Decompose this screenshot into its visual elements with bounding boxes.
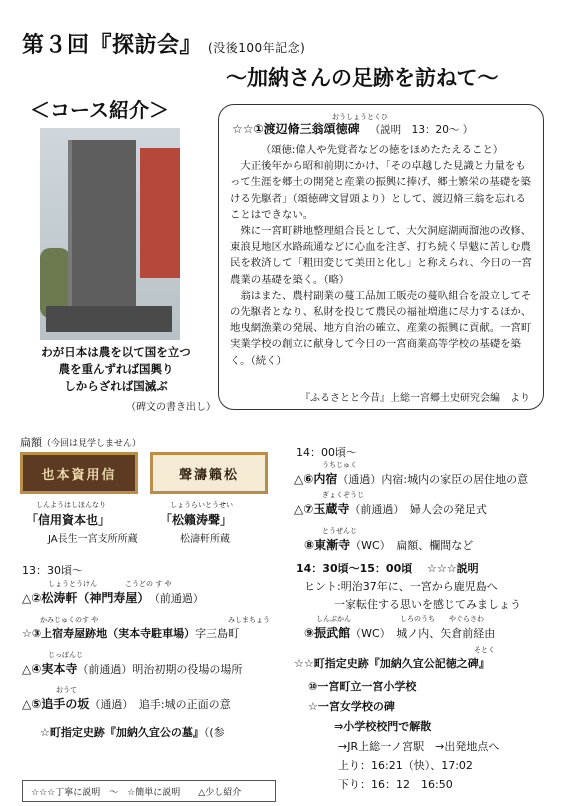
- left-time: 13：30頃～: [22, 564, 83, 577]
- stop6: △⑥内宿（通過）内宿:城内の家臣の居住地の意: [294, 472, 529, 486]
- plaque-2-reading: しょうらいとうせい: [170, 501, 233, 509]
- hint-line1: ヒント:明治37年に、一宮から鹿児島へ: [304, 580, 498, 593]
- plaque-shinyo: 也本資用信: [20, 452, 138, 494]
- stop1-reading: おうしょうとくひ: [332, 113, 388, 121]
- stop10: ☆☆町指定史跡『加納久宜公記徳之碑』: [294, 657, 490, 670]
- stop1-title: ☆☆①渡辺脩三翁頌徳碑 （説明 13：20～ ）: [232, 122, 474, 136]
- page-title: 第３回『探訪会』 (没後100年記念): [22, 33, 306, 58]
- page-subtitle: ～加納さんの足跡を訪ねて～: [226, 66, 499, 90]
- stop9-reading: しんぶかん しろのうち やぐらさわ: [316, 615, 484, 623]
- stop1-text: （頌徳:偉人や先覚者などの徳をほめたたえること） 大正後年から昭和前期にかけ、「その卓越した見識と力量をもって生涯を郷土の開発と産業の振興に捧げ、郷土繁栄の基礎を築ける先駆者」（頌徳碑文冒頭より）として、渡辺脩三翁を忘れることはできない。 殊に一宮町耕地整理組合長として、大欠洞庭湖両溜池の改修、東浪見地区水路疏通などに心血を注ぎ、打ち続く旱魃に苦しむ農民を救済して「粗田変じて美田と化し」と称えられ、今日の一宮農業の基礎を築く。（略） 翁はまた、農村副業の蔓工品加工販売の蔓叺組合を設立してその先駆者となり、私財を投じて農民の福祉増進に尽力するほか、地曳網漁業の発展、地方自治の確立、産業の振興に貢献。一宮町実業学校の創立に献身して今日の一宮商業高等学校の基礎を築く。（続く）: [230, 144, 532, 367]
- stop1-source: 『ふるさとと今昔』上総一宮郷土史研究会編 より: [300, 393, 530, 404]
- monument-photo: [40, 128, 180, 340]
- stop8: ⑧東漸寺（WC） 扁額、欄間など: [304, 538, 474, 552]
- right-time2: 14：30頃～15：00頃 ☆☆☆説明: [296, 562, 479, 575]
- stop-tomb: ☆町指定史跡『加納久宜公の墓』（(参: [40, 726, 225, 739]
- hengaku-heading: 扁額（今回は見学しません）: [20, 436, 142, 449]
- stop2: △②松涛軒（神門寿屋） （前通過）: [22, 591, 204, 605]
- stop5: △⑤追手の坂（通過） 追手:城の正面の意: [22, 697, 231, 711]
- stop6-reading: うちじゅく: [322, 461, 357, 469]
- stop10-reading: そとく: [474, 646, 495, 654]
- hint-line2: 一家転住する思いを感じてみましょう: [334, 598, 521, 611]
- monument-base: [46, 306, 172, 332]
- dismissal: ⇒小学校校門で解散: [334, 720, 432, 733]
- train-down: 下り：16：12 16:50: [338, 778, 453, 791]
- stop5-reading: おうて: [56, 686, 77, 694]
- stop9: ⑨振武館（WC） 城ノ内、矢倉前経由: [304, 626, 496, 640]
- monument-caption: わが日本は農を以て国を立つ 農を重んずれば国興り しからざれば国滅ぶ: [41, 345, 191, 393]
- legend-box: ☆☆☆丁寧に説明 ～ ☆簡単に説明 △少し紹介: [22, 780, 276, 802]
- monument-stone: [68, 140, 136, 310]
- stop3-extra-reading: みしまちょう: [228, 616, 270, 624]
- title-note: (没後100年記念): [208, 41, 306, 55]
- plaque-1-reading: しんようはしほんなり: [36, 501, 106, 509]
- right-time1: 14：00頃～: [296, 446, 357, 459]
- stop12: ☆一宮女学校の碑: [308, 700, 395, 713]
- stop11: ⑩一宮町立一宮小学校: [308, 680, 417, 693]
- stop3: ☆③上宿寿屋跡地（実本寺駐車場）字三島町: [22, 627, 240, 640]
- stop3-reading: かみじゅくのす や: [40, 616, 99, 624]
- plaque-2-location: 松濤軒所蔵: [180, 534, 230, 545]
- plaque-1-location: JA長生一宮支所所蔵: [48, 534, 138, 545]
- route: →JR上総一ノ宮駅 →出発地点へ: [338, 740, 500, 753]
- plaque-2-name: 「松籟涛聲」: [160, 513, 233, 527]
- plaque-shorai: 聲濤籟松: [150, 452, 268, 494]
- caption-note: （碑文の書き出し）: [126, 402, 216, 413]
- stop7: △⑦玉蔵寺（前通過） 婦人会の発足式: [294, 502, 487, 516]
- stop8-reading: とうぜんじ: [322, 527, 357, 535]
- stop2-reading: しょうとうけん こうどの す や: [48, 580, 172, 588]
- stop4: △④実本寺（前通過）明治初期の役場の場所: [22, 662, 243, 676]
- course-heading: ＜コース紹介＞: [30, 98, 169, 122]
- stop4-reading: じっぽんじ: [48, 651, 83, 659]
- train-up: 上り：16:21（快）、17:02: [338, 759, 473, 772]
- house-shape: [140, 148, 180, 278]
- plaque-1-name: 「信用資本也」: [26, 513, 111, 527]
- stop7-reading: ぎょくぞうじ: [322, 491, 364, 499]
